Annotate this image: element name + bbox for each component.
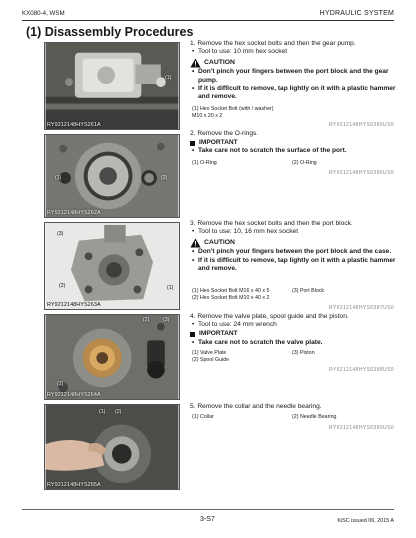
step-4-legend [192,350,396,364]
step-3 [190,220,398,273]
photo-gear-pump [44,42,180,130]
important-icon [190,141,195,146]
reference-code: RY9212148HYS0385US0 [328,122,394,128]
caution-label: CAUTION [204,239,235,247]
photo4-callout-2: (2) [143,317,150,323]
photo3-callout-1: (1) [167,285,174,291]
important-item: • Take care not to scratch the surface of the port. [190,147,398,155]
step-2 [190,130,398,156]
collar-image [45,405,179,489]
legend-item: (2) Spool Guide [192,357,230,363]
legend-item: (3) Piston [292,350,315,356]
photo-valve-plate [44,314,180,400]
step-2-legend [192,160,396,167]
photo4-callout-3: (3) [163,317,170,323]
important-label: IMPORTANT [199,330,238,338]
photo1-callout-1: (1) [165,75,172,81]
step-text: 1. Remove the hex socket bolts and then the gear pump. [190,40,356,47]
photo2-callout-2: (2) [161,175,168,181]
important-heading [190,330,398,338]
issue-note: KiSC issued 06, 2015 A [337,518,394,524]
legend-item: (1) Hex Socket Bolt M16 x 40 x 5 [192,288,270,294]
legend-item: (3) Port Block [292,288,325,294]
section-title: (1) Disassembly Procedures [26,25,194,39]
gear-pump-image [45,43,179,129]
warning-icon [190,58,201,68]
reference-code: RY9212148HYS0387US0 [328,305,394,311]
photo-port-block [44,222,180,310]
o-rings-image [45,135,179,217]
step-text: 5. Remove the collar and the needle bearing. [190,403,322,410]
photo5-callout-1: (1) [99,409,106,415]
legend-item: (2) Hex Socket Bolt M10 x 40 x 2 [192,295,270,301]
step-1 [190,40,398,101]
legend-item: (1) Hex Socket Bolt (with / washer) [192,106,274,112]
tool-text: • Tool to use: 10 mm hex socket [190,48,398,56]
photo2-callout-1: (1) [55,175,62,181]
photo3-callout-3: (3) [57,231,64,237]
caution-item: • If it is difficult to remove, tap lightly on it with a plastic hammer and remove. [190,257,398,273]
caution-item: • If it is difficult to remove, tap lightly on it with a plastic hammer and remove. [190,85,398,101]
footer-divider [22,509,394,510]
step-3-legend [192,288,396,302]
photo-o-rings [44,134,180,218]
warning-icon [190,238,201,248]
header-model: KX080-4, WSM [22,10,65,17]
legend-item: (1) Valve Plate [192,350,227,356]
reference-code: RY9212148HYS0388US0 [328,367,394,373]
header-chapter: HYDRAULIC SYSTEM [319,10,394,17]
legend-item: (2) O-Ring [292,160,317,166]
photo-caption: RY9212148HYS264A [47,392,101,398]
photo-caption: RY9212148HYS265A [47,482,101,488]
valve-plate-image [45,315,179,399]
step-1-legend [192,106,396,120]
important-label: IMPORTANT [199,139,238,147]
reference-code: RY9212148HYS0386US0 [328,170,394,176]
photo5-callout-2: (2) [115,409,122,415]
caution-label: CAUTION [204,59,235,67]
step-5 [190,403,398,411]
caution-item: • Don't pinch your fingers between the port block and the gear pump. [190,68,398,84]
header-divider [22,20,394,21]
caution-item: • Don't pinch your fingers between the port block and the case. [190,248,398,256]
photo4-callout-1: (1) [57,381,64,387]
reference-code: RY9212148HYS0389US0 [328,425,394,431]
tool-text: • Tool to use: 24 mm wrench [190,321,398,329]
photo-collar [44,404,180,490]
caution-heading [190,238,398,248]
step-text: 3. Remove the hex socket bolts and then the port block. [190,220,353,227]
legend-item: M10 x 20 x 2 [192,113,223,119]
photo3-callout-2: (2) [59,283,66,289]
caution-heading [190,58,398,68]
step-5-legend [192,414,396,421]
photo-caption: RY9212148HYS261A [47,122,101,128]
important-heading [190,139,398,147]
legend-item: (2) Needle Bearing [292,414,337,420]
page-number: 3-S7 [200,516,215,523]
step-text: 2. Remove the O-rings. [190,130,259,137]
important-icon [190,332,195,337]
legend-item: (1) Collar [192,414,214,420]
legend-item: (1) O-Ring [192,160,217,166]
photo-caption: RY9212148HYS263A [47,302,101,308]
tool-text: • Tool to use: 10, 16 mm hex socket [190,228,398,236]
step-text: 4. Remove the valve plate, spool guide and the piston. [190,313,349,320]
important-item: • Take care not to scratch the valve plate. [190,339,398,347]
port-block-image [45,223,179,309]
photo-caption: RY9212148HYS262A [47,210,101,216]
step-4 [190,313,398,347]
